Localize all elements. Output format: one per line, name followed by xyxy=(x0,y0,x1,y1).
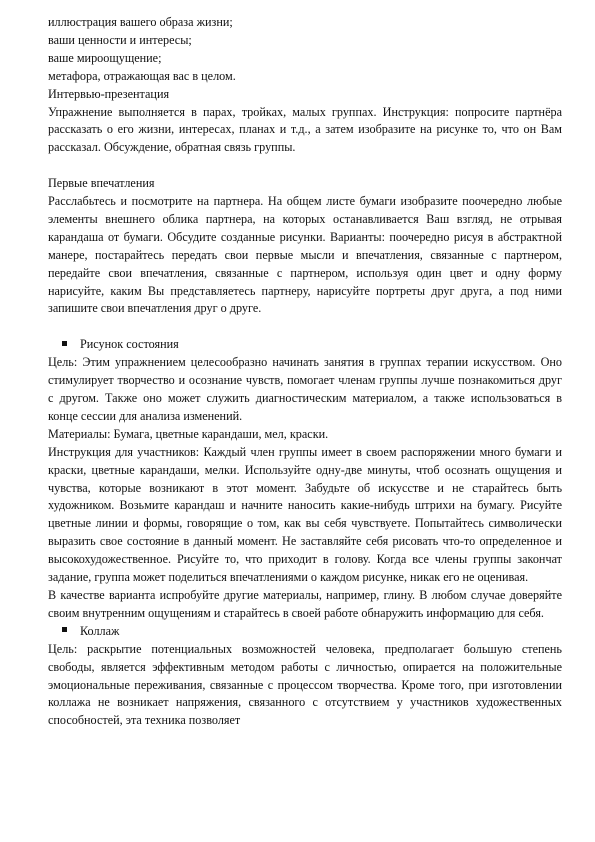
first-impressions-heading: Первые впечатления xyxy=(48,176,155,191)
blank-line xyxy=(48,318,562,336)
collage-paragraph: Цель: раскрытие потенциальных возможностей человека, предполагает большую степень свободы, является эффективным методом работы с личностью, опирается на положительные эмоциональные переживания, связанные с процессом творчества. Кроме того, при изготовлении коллажа не возникает напряжения, связанного с отсутствием у участников художественных способностей, эта техника позволяет xyxy=(48,641,562,728)
bullet-icon xyxy=(62,341,67,346)
interview-heading: Интервью-презентация xyxy=(48,86,170,101)
intro-list-item: ваши ценности и интересы; xyxy=(48,32,192,47)
state-drawing-title: Рисунок состояния xyxy=(80,337,179,352)
state-drawing-materials: Материалы: Бумага, цветные карандаши, мел, краски. xyxy=(48,426,329,441)
document-page xyxy=(48,14,562,730)
collage-title: Коллаж xyxy=(80,623,120,638)
state-drawing-instruction: Инструкция для участников: Каждый член группы имеет в своем распоряжении много бумаги и краски, цветные карандаши, мелки. Используйте одну-две минуты, чтоб осознать ощущения и чувства, которые возникают в этот момент. Забудьте об искусстве и не старайтесь быть художником. Возьмите карандаш и начните наносить какие-нибудь штрихи на бумагу. Рисуйте цветные линии и формы, говорящие о том, как вы себя чувствуете. Попытайтесь символически выразить свое состояние в данный момент. Не заставляйте себя рисовать что-то определенное и высокохудожественное. Рисуйте то, что приходит в голову. Когда все члены группы закончат задание, группа может поделиться впечатлениями о каждом рисунке, никак его не оценивая. xyxy=(48,444,562,585)
intro-list-item: иллюстрация вашего образа жизни; xyxy=(48,15,233,29)
interview-paragraph: Упражнение выполняется в парах, тройках, малых группах. Инструкция: попросите партнёра рассказать о его жизни, интересах, планах и т.д., а затем изобразите на рисунке то, что он Вам рассказал. Обсуждение, обратная связь группы. xyxy=(48,104,562,155)
blank-line xyxy=(48,157,562,175)
state-drawing-variant: В качестве варианта испробуйте другие материалы, например, глину. В любом случае доверяйте своим внутренним ощущениям и старайтесь в своей работе обнаружить информацию для себя. xyxy=(48,587,562,620)
state-drawing-heading xyxy=(48,336,562,354)
collage-heading xyxy=(48,623,562,641)
state-drawing-goal: Цель: Этим упражнением целесообразно начинать занятия в группах терапии искусством. Оно стимулирует творчество и осознание чувств, помогает членам группы лучше познакомиться друг с другом. Также оно может служить диагностическим материалом, а также использоваться в конце сессии для анализа изменений. xyxy=(48,355,562,423)
first-impressions-paragraph: Расслабьтесь и посмотрите на партнера. На общем листе бумаги изобразите поочередно любые элементы внешнего облика партнера, на которых останавливается Ваш взгляд, не отрывая карандаша от бумаги. Обсудите созданные рисунки. Варианты: поочередно рисуя в абстрактной манере, постарайтесь передать свои первые мысли и впечатления, связанные с партнером, передайте свои впечатления, связанные с партнером, используя один цвет и одну форму нарисуйте, каким Вы представляетесь партнеру, нарисуйте портреты друг друга, а под ними запишите свои впечатления друг о друге. xyxy=(48,194,562,316)
intro-list-item: метафора, отражающая вас в целом. xyxy=(48,68,236,83)
intro-list-item: ваше мироощущение; xyxy=(48,50,162,65)
bullet-icon xyxy=(62,627,67,632)
